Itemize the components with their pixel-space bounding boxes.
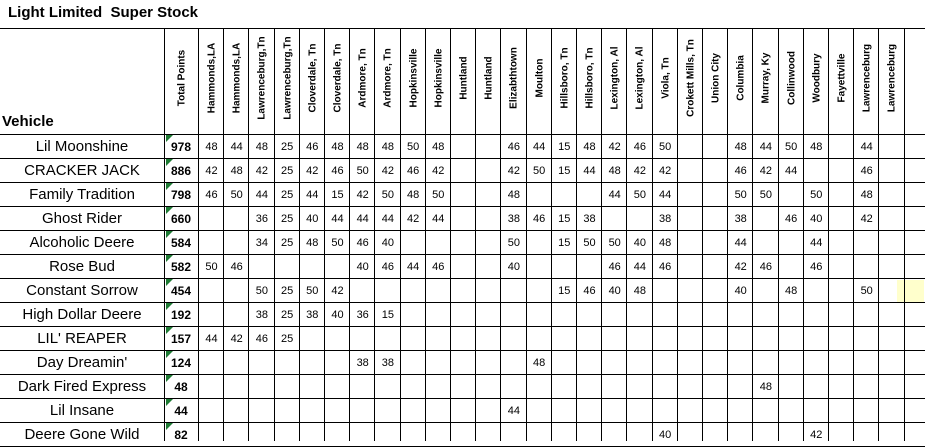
vehicle-name[interactable]: Constant Sorrow [26, 282, 138, 299]
score-cell[interactable]: 44 [759, 141, 773, 153]
grid-line [601, 28, 602, 441]
score-cell[interactable]: 15 [331, 189, 344, 201]
grid-line [803, 28, 804, 441]
score-cell[interactable]: 48 [356, 141, 369, 153]
score-cell[interactable]: 40 [381, 237, 395, 249]
vehicle-name[interactable]: Day Dreamin' [36, 354, 128, 371]
score-cell[interactable]: 38 [658, 213, 672, 225]
grid-line [0, 350, 925, 351]
score-cell[interactable]: 38 [356, 357, 369, 369]
score-cell[interactable]: 50 [432, 189, 445, 201]
grid-line [500, 28, 501, 441]
grid-line [450, 28, 451, 441]
score-cell[interactable]: 44 [658, 189, 672, 201]
grid-line [0, 230, 925, 231]
score-cell[interactable]: 48 [255, 141, 269, 153]
score-cell[interactable]: 48 [406, 189, 420, 201]
score-cell[interactable]: 38 [734, 213, 747, 225]
total-points-cell[interactable]: 44 [174, 404, 188, 418]
score-cell[interactable]: 40 [633, 237, 647, 249]
score-cell[interactable]: 48 [230, 165, 243, 177]
score-cell[interactable]: 15 [558, 237, 571, 249]
score-cell[interactable]: 48 [331, 141, 344, 153]
score-cell[interactable]: 46 [230, 261, 243, 273]
grid-line [349, 28, 350, 441]
total-points-cell[interactable]: 584 [170, 236, 192, 250]
score-cell[interactable]: 44 [205, 333, 218, 345]
grid-line [0, 278, 925, 279]
column-header[interactable]: Woodbury [811, 53, 823, 103]
score-cell[interactable]: 46 [583, 285, 596, 297]
column-header[interactable]: Collinwood [786, 51, 798, 105]
score-cell[interactable]: 36 [356, 309, 369, 321]
column-header[interactable]: Lexington, Al [609, 46, 621, 110]
score-cell[interactable]: 50 [255, 285, 269, 297]
score-cell[interactable]: 48 [381, 141, 395, 153]
score-cell[interactable]: 50 [306, 285, 319, 297]
total-points-cell[interactable]: 192 [170, 308, 192, 322]
total-points-cell[interactable]: 582 [170, 260, 192, 274]
score-cell[interactable]: 50 [608, 237, 621, 249]
score-cell[interactable]: 40 [658, 429, 672, 441]
score-cell[interactable]: 25 [280, 165, 294, 177]
score-cell[interactable]: 42 [658, 165, 672, 177]
score-cell[interactable]: 50 [230, 189, 243, 201]
column-header[interactable]: Ardmore, Tn [357, 48, 369, 108]
score-cell[interactable]: 36 [255, 213, 269, 225]
score-cell[interactable]: 44 [432, 213, 445, 225]
column-header[interactable]: Cloverdale, Tn [332, 43, 344, 113]
score-cell[interactable]: 46 [331, 165, 344, 177]
grid-line [828, 28, 829, 441]
score-cell[interactable]: 48 [860, 189, 873, 201]
grid-line [727, 28, 728, 441]
score-cell[interactable]: 48 [432, 141, 445, 153]
score-cell[interactable]: 40 [608, 285, 621, 297]
score-cell[interactable]: 50 [583, 237, 596, 249]
score-cell[interactable]: 42 [381, 165, 395, 177]
score-cell[interactable]: 42 [306, 165, 319, 177]
vehicle-name[interactable]: Dark Fired Express [17, 378, 147, 395]
column-header[interactable]: Fayettville [836, 53, 848, 103]
grid-line [299, 28, 300, 441]
grid-line [626, 28, 627, 441]
total-points-cell[interactable]: 886 [170, 164, 192, 178]
vehicle-name[interactable]: Deere Gone Wild [24, 426, 140, 443]
score-cell[interactable]: 25 [280, 189, 294, 201]
score-cell[interactable]: 42 [230, 333, 243, 345]
score-cell[interactable]: 40 [306, 213, 319, 225]
score-cell[interactable]: 44 [633, 261, 647, 273]
vehicle-name[interactable]: Lil Insane [49, 402, 115, 419]
vehicle-name[interactable]: High Dollar Deere [22, 306, 142, 323]
score-cell[interactable]: 46 [810, 261, 823, 273]
column-header[interactable]: Hammonds,LA [231, 42, 243, 114]
grid-line [526, 28, 527, 441]
column-header[interactable]: Elizabthtown [508, 47, 520, 109]
grid-line [853, 28, 854, 441]
column-header[interactable]: Lawrenceburg [861, 43, 873, 113]
vehicle-name[interactable]: Rose Bud [49, 258, 115, 275]
total-points-cell[interactable]: 48 [174, 380, 188, 394]
vehicle-column-header[interactable]: Vehicle [2, 113, 54, 130]
score-cell[interactable]: 50 [734, 189, 747, 201]
score-cell[interactable]: 46 [205, 189, 218, 201]
score-cell[interactable]: 48 [306, 237, 319, 249]
score-cell[interactable]: 46 [381, 261, 395, 273]
total-points-cell[interactable]: 124 [170, 356, 192, 370]
score-cell[interactable]: 40 [331, 309, 344, 321]
score-cell[interactable]: 50 [860, 285, 873, 297]
grid-line [0, 374, 925, 375]
score-cell[interactable]: 42 [810, 429, 823, 441]
total-points-cell[interactable]: 798 [170, 188, 192, 202]
score-cell[interactable]: 50 [759, 189, 773, 201]
grid-line [0, 254, 925, 255]
score-cell[interactable]: 46 [507, 141, 521, 153]
score-cell[interactable]: 44 [356, 213, 369, 225]
score-cell[interactable]: 38 [583, 213, 596, 225]
grid-line [0, 326, 925, 327]
score-cell[interactable]: 44 [331, 213, 344, 225]
score-cell[interactable]: 25 [280, 309, 294, 321]
score-cell[interactable]: 42 [860, 213, 873, 225]
score-cell[interactable]: 50 [507, 237, 521, 249]
score-cell[interactable]: 40 [507, 261, 521, 273]
grid-line [677, 28, 678, 441]
score-cell[interactable]: 48 [532, 357, 546, 369]
grid-line [0, 302, 925, 303]
grid-line [878, 28, 879, 441]
score-cell[interactable]: 46 [255, 333, 269, 345]
grid-line [374, 28, 375, 441]
column-header[interactable]: Viola, Tn [660, 57, 672, 99]
score-cell[interactable]: 38 [507, 213, 521, 225]
vehicle-name[interactable]: Family Tradition [29, 186, 135, 203]
score-cell[interactable]: 42 [759, 165, 773, 177]
score-cell[interactable]: 25 [280, 237, 294, 249]
score-cell[interactable]: 42 [633, 165, 647, 177]
grid-line [0, 422, 925, 423]
score-cell[interactable]: 44 [381, 213, 395, 225]
score-cell[interactable]: 48 [658, 237, 672, 249]
total-points-cell[interactable]: 157 [170, 332, 192, 346]
score-cell[interactable]: 48 [784, 285, 798, 297]
column-header[interactable]: Hammonds,LA [206, 42, 218, 114]
score-cell[interactable]: 44 [784, 165, 798, 177]
column-header[interactable]: Huntland [483, 56, 495, 100]
vehicle-name[interactable]: Ghost Rider [41, 210, 123, 227]
column-header[interactable]: Lawrenceburg,Tn [282, 36, 294, 120]
score-cell[interactable]: 44 [532, 141, 546, 153]
total-points-cell[interactable]: 82 [174, 428, 188, 442]
grid-line [752, 28, 753, 441]
score-cell[interactable]: 42 [507, 165, 521, 177]
grid-line [576, 28, 577, 441]
score-cell[interactable]: 46 [432, 261, 445, 273]
score-cell[interactable]: 25 [280, 141, 294, 153]
score-cell[interactable]: 42 [734, 261, 747, 273]
score-cell[interactable]: 48 [608, 165, 621, 177]
score-cell[interactable]: 15 [558, 285, 571, 297]
score-cell[interactable]: 42 [432, 165, 445, 177]
score-cell[interactable]: 15 [558, 213, 571, 225]
score-cell[interactable]: 46 [356, 237, 369, 249]
score-cell[interactable]: 15 [558, 141, 571, 153]
score-cell[interactable]: 46 [306, 141, 319, 153]
column-header[interactable]: Crokett Mills, Tn [685, 39, 697, 117]
score-cell[interactable]: 50 [205, 261, 218, 273]
score-cell[interactable]: 46 [608, 261, 621, 273]
vehicle-name[interactable]: CRACKER JACK [24, 162, 140, 179]
total-points-cell[interactable]: 454 [170, 284, 192, 298]
score-cell[interactable]: 44 [734, 237, 747, 249]
column-header[interactable]: Union City [710, 53, 722, 103]
column-header[interactable]: Murray, Ky [760, 52, 772, 104]
score-cell[interactable]: 50 [381, 189, 395, 201]
score-cell[interactable]: 44 [507, 405, 521, 417]
grid-line [324, 28, 325, 441]
score-cell[interactable]: 46 [734, 165, 747, 177]
grid-line [778, 28, 779, 441]
score-cell[interactable]: 46 [658, 261, 672, 273]
score-cell[interactable]: 44 [255, 189, 269, 201]
score-cell[interactable]: 50 [356, 165, 369, 177]
score-cell[interactable]: 44 [810, 237, 823, 249]
score-cell[interactable]: 38 [255, 309, 269, 321]
column-header[interactable]: Hillsboro, Tn [584, 47, 596, 109]
score-cell[interactable]: 48 [734, 141, 747, 153]
score-cell[interactable]: 48 [810, 141, 823, 153]
grid-line [0, 28, 925, 29]
score-cell[interactable]: 42 [356, 189, 369, 201]
score-cell[interactable]: 38 [381, 357, 395, 369]
score-cell[interactable]: 50 [633, 189, 647, 201]
score-cell[interactable]: 40 [734, 285, 747, 297]
score-cell[interactable]: 25 [280, 213, 294, 225]
score-cell[interactable]: 25 [280, 333, 294, 345]
grid-line [425, 28, 426, 441]
score-cell[interactable]: 42 [406, 213, 420, 225]
score-cell[interactable]: 50 [810, 189, 823, 201]
score-cell[interactable]: 48 [583, 141, 596, 153]
total-points-cell[interactable]: 978 [170, 140, 192, 154]
score-cell[interactable]: 15 [558, 165, 571, 177]
column-header[interactable]: Hillsboro, Tn [559, 47, 571, 109]
vehicle-name[interactable]: LIL' REAPER [37, 330, 127, 347]
score-cell[interactable]: 48 [507, 189, 521, 201]
score-cell[interactable]: 42 [331, 285, 344, 297]
column-header[interactable]: Lawrenceburg [886, 43, 898, 113]
score-cell[interactable]: 50 [658, 141, 672, 153]
score-cell[interactable]: 48 [633, 285, 647, 297]
score-cell[interactable]: 15 [381, 309, 395, 321]
column-header[interactable]: Hopkinsville [408, 48, 420, 108]
score-cell[interactable]: 34 [255, 237, 269, 249]
score-cell[interactable]: 46 [532, 213, 546, 225]
grid-line [0, 134, 925, 135]
score-cell[interactable]: 48 [205, 141, 218, 153]
score-cell[interactable]: 44 [583, 165, 596, 177]
score-cell[interactable]: 42 [608, 141, 621, 153]
grid-line [198, 28, 199, 441]
score-cell[interactable]: 46 [860, 165, 873, 177]
score-cell[interactable]: 50 [331, 237, 344, 249]
grid-line [0, 398, 925, 399]
score-cell[interactable]: 46 [406, 165, 420, 177]
column-header[interactable]: Lexington, Al [634, 46, 646, 110]
score-cell[interactable]: 42 [205, 165, 218, 177]
column-header[interactable]: Lawrenceburg,Tn [256, 36, 268, 120]
grid-line [0, 182, 925, 183]
grid-line [223, 28, 224, 441]
score-cell[interactable]: 50 [784, 141, 798, 153]
column-header[interactable]: Cloverdale, Tn [307, 43, 319, 113]
score-cell[interactable]: 46 [633, 141, 647, 153]
score-cell[interactable]: 25 [280, 285, 294, 297]
score-cell[interactable]: 48 [759, 381, 773, 393]
score-cell[interactable]: 40 [356, 261, 369, 273]
column-header[interactable]: Columbia [735, 55, 747, 101]
grid-line [0, 206, 925, 207]
score-cell[interactable]: 40 [810, 213, 823, 225]
grid-line [400, 28, 401, 441]
total-points-header[interactable]: Total Points [176, 49, 188, 107]
sheet-title: Light Limited Super Stock [8, 4, 199, 21]
column-header[interactable]: Hopkinsville [433, 48, 445, 108]
score-cell[interactable]: 46 [784, 213, 798, 225]
grid-line [248, 28, 249, 441]
score-cell[interactable]: 38 [306, 309, 319, 321]
score-cell[interactable]: 44 [306, 189, 319, 201]
score-cell[interactable]: 44 [406, 261, 420, 273]
grid-line [551, 28, 552, 441]
selected-cell[interactable] [897, 280, 924, 303]
grid-line [274, 28, 275, 441]
grid-line [475, 28, 476, 441]
score-cell[interactable]: 50 [532, 165, 546, 177]
score-cell[interactable]: 44 [608, 189, 621, 201]
grid-line [702, 28, 703, 441]
score-cell[interactable]: 44 [230, 141, 243, 153]
score-cell[interactable]: 44 [860, 141, 873, 153]
column-header[interactable]: Ardmore, Tn [382, 48, 394, 108]
column-header[interactable]: Huntland [458, 56, 470, 100]
vehicle-name[interactable]: Lil Moonshine [35, 138, 129, 155]
total-points-cell[interactable]: 660 [170, 212, 192, 226]
grid-line [652, 28, 653, 441]
grid-line [0, 158, 925, 159]
score-cell[interactable]: 42 [255, 165, 269, 177]
score-cell[interactable]: 50 [406, 141, 420, 153]
grid-line [904, 28, 905, 441]
vehicle-name[interactable]: Alcoholic Deere [29, 234, 135, 251]
column-header[interactable]: Moulton [534, 58, 546, 98]
score-cell[interactable]: 46 [759, 261, 773, 273]
